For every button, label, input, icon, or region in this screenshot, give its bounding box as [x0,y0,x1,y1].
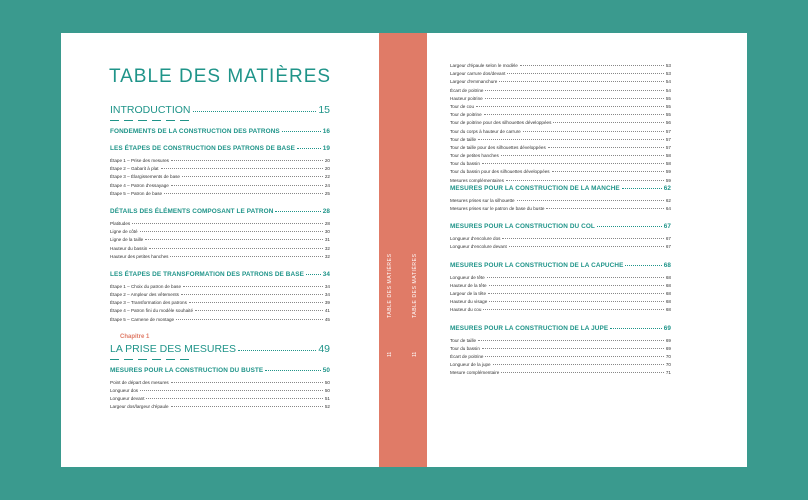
toc-item-label: Mesure complémentaire [450,370,500,376]
toc-section[interactable] [110,208,330,215]
toc-item[interactable] [110,182,330,190]
toc-item-page: 71 [665,370,671,376]
toc-item[interactable] [450,119,671,127]
toc-item[interactable] [110,220,330,228]
toc-title: TABLE DES MATIÈRES [108,66,332,87]
toc-item-label: Étape 1 – Prise des mesures [110,158,169,163]
toc-section-page: 68 [663,261,671,269]
toc-item-page: 64 [665,206,671,211]
toc-item-label: Hauteur de la tête [450,282,487,288]
toc-item-page: 55 [665,95,671,101]
toc-item[interactable] [450,337,671,345]
right-toc-column [450,62,671,377]
toc-item-page: 68 [665,282,671,288]
toc-section-page: 28 [322,207,330,215]
toc-section-title: LES ÉTAPES DE CONSTRUCTION DES PATRONS DE BASE [110,145,295,152]
toc-item[interactable] [450,361,671,369]
toc-item[interactable] [110,253,330,261]
toc-item[interactable] [110,165,330,173]
toc-item[interactable] [110,236,330,244]
toc-item[interactable] [450,62,671,70]
toc-item-label: Longueur d'encolure dos [450,236,501,242]
toc-item-label: Longueur de la jupe [450,362,491,368]
spine-right-title: TABLE DES MATIÈRES [412,253,418,318]
toc-item-label: Largeur dos/largeur d'épaule [110,404,169,410]
toc-item-label: Étape 4 – Patron fini du modèle souhaité [110,308,193,314]
toc-item-label: Tour du bassin [450,161,480,167]
toc-section-title: MESURES POUR LA CONSTRUCTION DU COL [450,223,595,231]
toc-item-label: Largeur carrure dos/devant [450,71,506,77]
toc-section[interactable] [450,262,671,269]
toc-item-page: 53 [665,63,671,68]
chapter-title: LA PRISE DES MESURES [110,342,237,355]
toc-item-page: 69 [665,345,671,351]
toc-item-label: Hauteur poitrine [450,95,483,101]
toc-item-label: Largeur d'emmanchure [450,79,498,85]
toc-item[interactable] [450,274,671,282]
toc-item-label: Platitudes [110,220,131,226]
toc-item[interactable] [110,245,330,253]
right-page [427,33,747,467]
intro-label: INTRODUCTION [110,104,191,116]
toc-item-label: Hauteur des petites hanches [110,253,169,259]
toc-item-label: Tour de petites hanches [450,153,499,159]
toc-item-page: 28 [324,220,330,226]
toc-item-page: 68 [665,290,671,296]
toc-item-label: Hauteur du visage [450,299,488,305]
toc-item[interactable] [450,243,671,251]
toc-item-page: 67 [665,244,671,250]
toc-item-page: 53 [665,71,671,77]
toc-item-page: 52 [324,404,330,410]
toc-item[interactable] [110,307,330,315]
toc-item-page: 32 [324,245,330,251]
toc-item[interactable] [110,299,330,307]
right-top-items [450,62,671,185]
toc-item[interactable] [110,291,330,299]
toc-item-label: Ligne de côté [110,229,138,235]
toc-item-label: Étape 3 – Transformation des patrons [110,300,187,306]
toc-item-label: Ligne de la taille [110,237,144,243]
toc-item-label: Étape 3 – Élargissements de base [110,174,180,180]
decorative-dashes [110,357,330,361]
toc-item-label: Longueur de tête [450,274,485,280]
toc-item-label: Étape 4 – Patron d'essayage [110,182,169,188]
toc-item-label: Étape 2 – Gabarit à plat [110,166,159,172]
toc-item[interactable] [450,282,671,290]
toc-section-title: DÉTAILS DES ÉLÉMENTS COMPOSANT LE PATRON [110,207,274,215]
toc-item-page: 57 [665,128,671,134]
toc-item[interactable] [450,87,671,95]
toc-item-label: Tour du corps à hauteur de carrure [450,128,521,134]
toc-item-page: 31 [324,237,330,243]
toc-section[interactable] [110,128,330,135]
toc-item-page: 50 [324,388,330,393]
toc-item-label: Tour de poitrine pour des silhouettes développées [450,120,552,126]
toc-item-label: Hauteur du bassin [110,245,148,251]
toc-item[interactable] [450,128,671,136]
toc-item-label: Tour du bassin pour des silhouettes développées [450,169,550,175]
toc-item-label: Largeur d'épaule selon le modèle [450,63,518,68]
toc-item-label: Longueur d'encolure devant [450,244,507,250]
toc-item[interactable] [110,379,330,387]
left-toc-column [110,104,330,412]
toc-section-page: 67 [663,223,671,231]
toc-item[interactable] [110,403,330,411]
toc-section[interactable] [450,185,671,192]
toc-item-page: 32 [324,253,330,259]
toc-item-label: Étape 1 – Choix du patron de base [110,283,181,289]
toc-item[interactable] [450,290,671,298]
toc-item-label: Longueur dos [110,388,139,393]
toc-section-page: 50 [322,366,330,374]
toc-item-page: 59 [665,169,671,175]
toc-item-page: 50 [324,379,330,385]
toc-item-label: Tour de taille [450,136,477,142]
toc-item-page: 57 [665,136,671,142]
toc-item-page: 55 [665,112,671,118]
toc-item[interactable] [110,387,330,395]
toc-item[interactable] [110,395,330,403]
toc-item[interactable] [450,152,671,160]
book-spine [379,33,427,467]
toc-item-page: 58 [665,153,671,159]
toc-item[interactable] [450,298,671,306]
chapter-label: Chapitre 1 [120,333,150,340]
decorative-dashes [110,118,330,122]
chapter-sections [110,367,330,412]
left-page [61,33,379,467]
toc-item-label: Mesures prises sur le patron de base du buste [450,206,545,211]
toc-item[interactable] [450,306,671,314]
toc-item[interactable] [450,95,671,103]
toc-item[interactable] [450,144,671,152]
toc-item[interactable] [450,177,671,185]
toc-item-label: Largeur de la tête [450,290,487,296]
toc-section-page: 62 [663,184,671,192]
toc-item[interactable] [110,173,330,181]
toc-section[interactable] [110,145,330,152]
toc-item-label: Longueur devant [110,396,145,402]
toc-section-page: 16 [322,128,330,135]
toc-section-title: LES ÉTAPES DE TRANSFORMATION DES PATRONS DE BASE [110,270,304,278]
toc-item-page: 70 [665,353,671,359]
toc-item[interactable] [110,283,330,291]
toc-item-page: 56 [665,120,671,126]
toc-item[interactable] [450,353,671,361]
toc-item-label: Tour de taille pour des silhouettes développées [450,144,546,150]
toc-item[interactable] [450,111,671,119]
toc-section-page: 69 [663,324,671,332]
toc-item[interactable] [450,160,671,168]
toc-item[interactable] [450,103,671,111]
toc-item[interactable] [450,197,671,205]
toc-item[interactable] [450,205,671,213]
toc-item-label: Point de départ des mesures [110,379,169,385]
toc-item-page: 68 [665,299,671,305]
toc-item-page: 20 [324,158,330,163]
toc-item-label: Mesures complémentaires [450,177,504,183]
toc-item-page: 59 [665,177,671,183]
chapter-page: 49 [318,342,330,355]
toc-item[interactable] [450,235,671,243]
toc-item-page: 39 [324,300,330,306]
toc-item-page: 30 [324,229,330,235]
toc-section-title: MESURES POUR LA CONSTRUCTION DE LA MANCHE [450,184,620,192]
toc-item[interactable] [450,168,671,176]
toc-item-page: 54 [665,79,671,85]
toc-item-page: 62 [665,197,671,203]
spine-left-title: TABLE DES MATIÈRES [387,253,393,318]
toc-item-page: 67 [665,236,671,242]
toc-item-label: Étape 5 – Carnene de montage [110,316,175,322]
left-sections [110,128,330,324]
toc-item-page: 57 [665,144,671,150]
toc-section-title: MESURES POUR LA CONSTRUCTION DU BUSTE [110,366,264,374]
toc-section-title: MESURES POUR LA CONSTRUCTION DE LA JUPE [450,324,609,332]
spine-left-num: 11 [387,351,393,357]
toc-item[interactable] [450,345,671,353]
intro-entry[interactable] [110,104,330,116]
toc-item-page: 69 [665,337,671,343]
toc-item-page: 22 [324,174,330,180]
chapter-entry[interactable] [110,343,330,355]
toc-section[interactable] [110,271,330,278]
toc-item[interactable] [110,190,330,198]
toc-section-page: 19 [322,145,330,152]
toc-item-page: 70 [665,362,671,368]
toc-item[interactable] [450,136,671,144]
toc-item-label: Tour de poitrine [450,112,482,118]
toc-item-page: 41 [324,308,330,314]
toc-item-page: 34 [324,283,330,289]
toc-item-page: 58 [665,161,671,167]
toc-section-page: 34 [322,270,330,278]
toc-section-title: MESURES POUR LA CONSTRUCTION DE LA CAPUCHE [450,261,624,269]
toc-item-page: 24 [324,182,330,188]
toc-item-label: Tour de taille [450,337,477,343]
intro-page: 15 [318,104,330,116]
toc-item-page: 55 [665,103,671,109]
right-sections [450,185,671,378]
toc-item-label: Écart de poitrine [450,87,484,93]
toc-item-label: Écart de poitrine [450,353,484,359]
toc-section[interactable] [110,367,330,374]
toc-item[interactable] [450,369,671,377]
toc-item-page: 51 [324,396,330,402]
toc-item-page: 54 [665,87,671,93]
toc-item-label: Tour de cou [450,103,475,109]
toc-item-label: Tour du bassin [450,345,480,351]
toc-item[interactable] [110,157,330,165]
toc-item-label: Hauteur du cou [450,307,482,313]
toc-section-title: FONDEMENTS DE LA CONSTRUCTION DES PATRONS [110,128,280,135]
toc-item-page: 34 [324,292,330,298]
toc-item[interactable] [110,228,330,236]
toc-item-label: Étape 5 – Patron de base [110,190,163,196]
toc-section[interactable] [450,223,671,230]
spine-right-num: 11 [412,351,418,357]
toc-item[interactable] [450,78,671,86]
toc-item-page: 25 [324,190,330,196]
toc-item-page: 20 [324,166,330,172]
toc-item-label: Mesures prises sur la silhouette [450,197,515,203]
toc-item-page: 68 [665,307,671,313]
toc-item[interactable] [450,70,671,78]
toc-item-page: 45 [324,316,330,322]
toc-item[interactable] [110,316,330,324]
toc-section[interactable] [450,325,671,332]
toc-item-page: 68 [665,274,671,280]
toc-item-label: Étape 2 – Ampleur des vêtements [110,292,179,298]
